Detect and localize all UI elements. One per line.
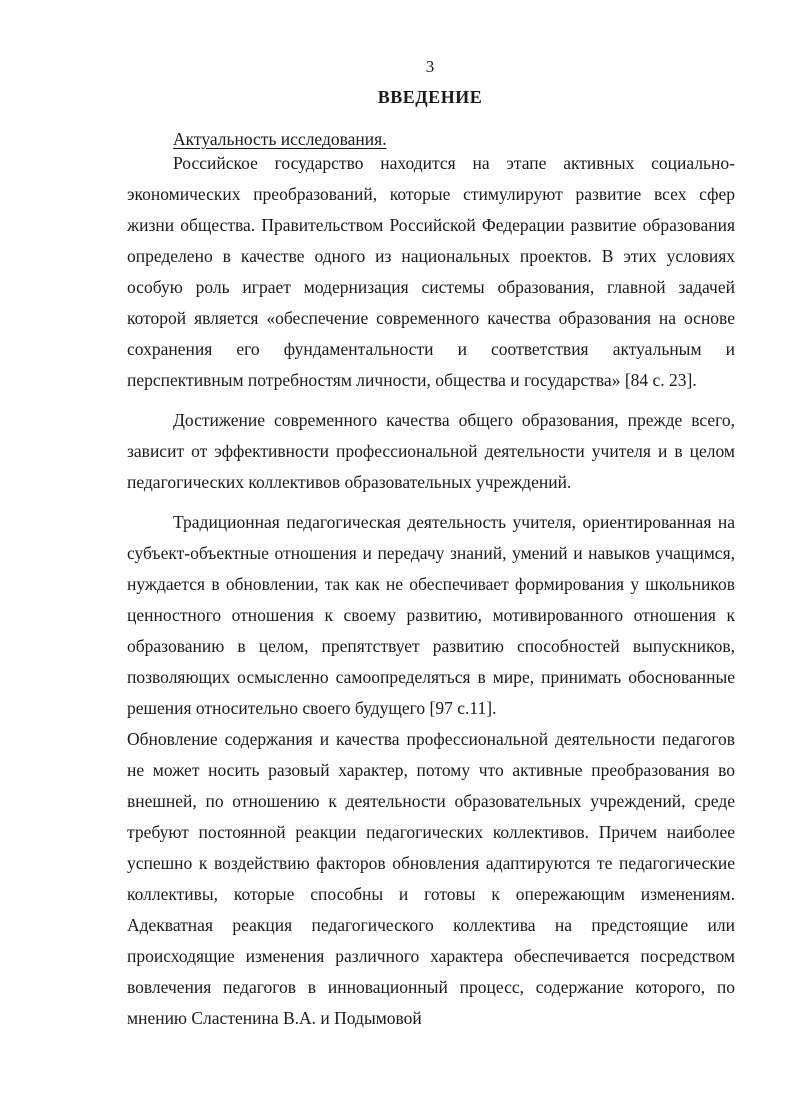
page-number: 3 [425, 57, 435, 76]
section-title: Актуальность исследования. [173, 129, 387, 149]
paragraph: Традиционная педагогическая деятельность учителя, ориентированная на субъект-объектные отношения и передачу знаний, умений и навыков учащимся, нуждается в обновлении, так как не обеспечивает формирования у школьников ценностного отношения к своему развитию, мотивированного отношения к образованию в целом, препятствует развитию способностей выпускников, позволяющих осмысленно самоопределяться в мире, принимать обоснованные решения относительно своего будущего [97 с.11]. [127, 512, 735, 718]
paragraph: Обновление содержания и качества профессиональной деятельности педагогов не может носить разовый характер, потому что активные преобразования во внешней, по отношению к деятельности образовательных учреждений, среде требуют постоянной реакции педагогических коллективов. Причем наиболее успешно к воздействию факторов обновления адаптируются те педагогические коллективы, которые способны и готовы к опережающим изменениям. Адекватная реакция педагогического коллектива на предстоящие или происходящие изменения различного характера обеспечивается посредством вовлечения педагогов в инновационный процесс, содержание которого, по мнению Сластенина В.А. и Подымовой [127, 729, 735, 1028]
document-body [127, 148, 735, 1034]
page-title: ВВЕДЕНИЕ [377, 87, 483, 107]
paragraph: Российское государство находится на этапе активных социально-экономических преобразований, которые стимулируют развитие всех сфер жизни общества. Правительством Российской Федерации развитие образования определено в качестве одного из национальных проектов. В этих условиях особую роль играет модернизация системы образования, главной задачей которой является «обеспечение современного качества образования на основе сохранения его фундаментальности и соответствия актуальным и перспективным потребностям личности, общества и государства» [84 с. 23]. [127, 153, 735, 390]
paragraph: Достижение современного качества общего образования, прежде всего, зависит от эффективности профессиональной деятельности учителя и в целом педагогических коллективов образовательных учреждений. [127, 410, 735, 492]
